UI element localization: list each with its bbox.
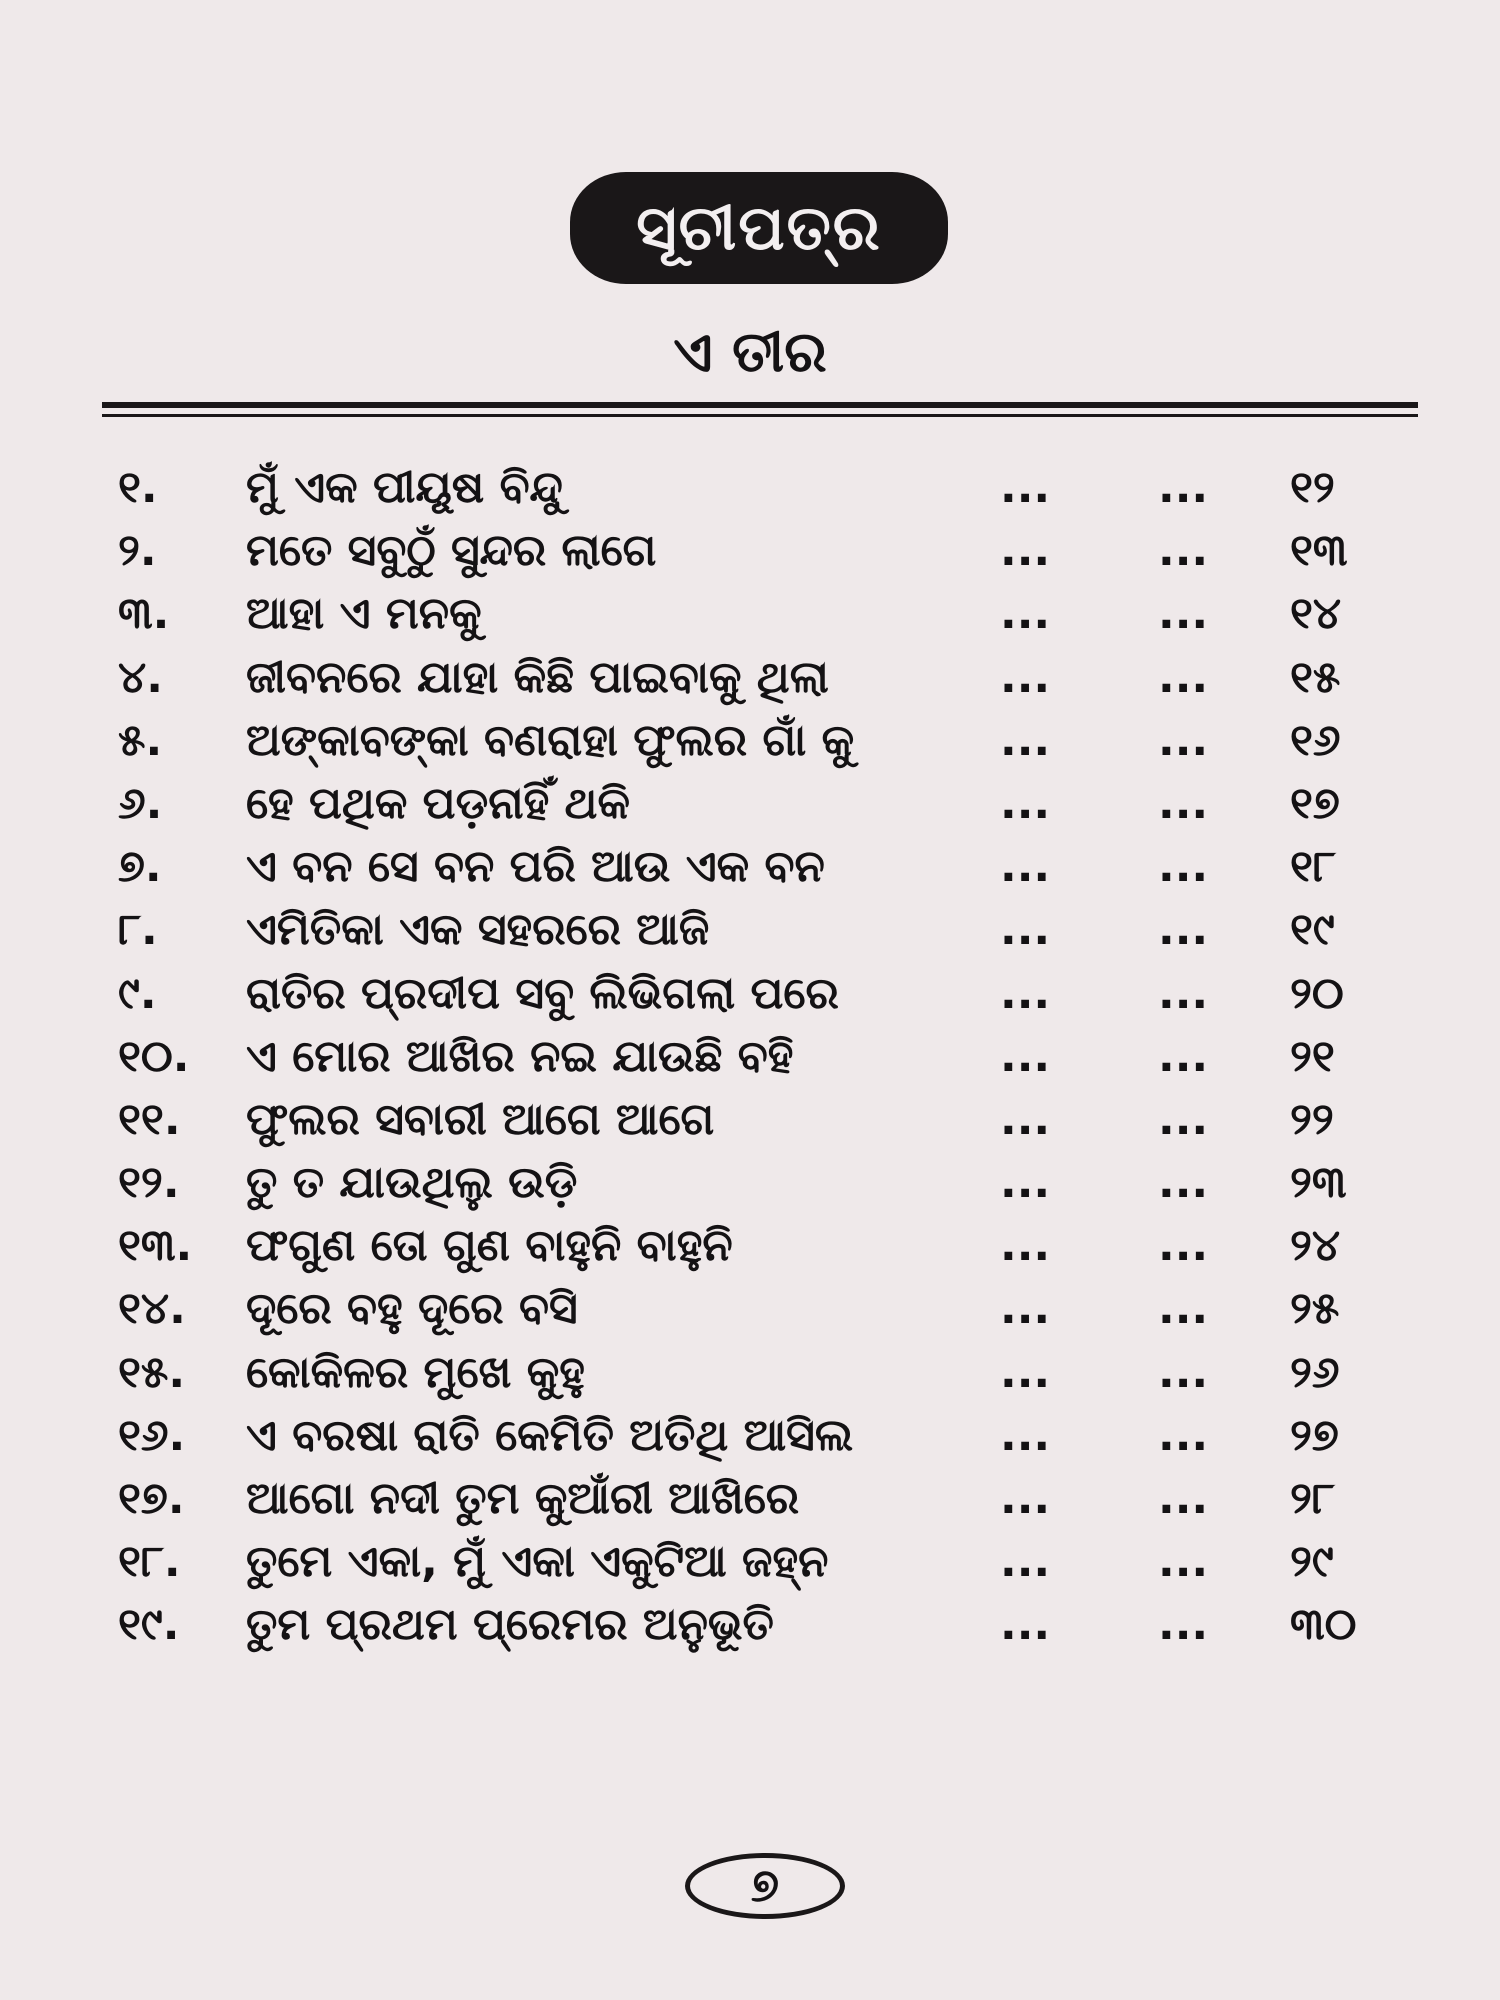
toc-entry (0, 1404, 1500, 1467)
contents-heading-badge (570, 172, 948, 284)
toc-entry (0, 1467, 1500, 1530)
toc-entry-page: ୧୨ (1290, 462, 1335, 513)
toc-entry (0, 1151, 1500, 1214)
toc-entry-number: ୯. (118, 967, 157, 1019)
toc-leader-dots: ... (1158, 1220, 1209, 1272)
toc-entry-page: ୨୬ (1290, 1346, 1340, 1398)
toc-leader-dots: ... (1158, 1157, 1209, 1209)
toc-entry-number: ୫. (118, 714, 163, 766)
toc-leader-dots: ... (1000, 841, 1051, 893)
toc-entry-title: ଦୂରେ ବହୁ ଦୂରେ ବସି (246, 1283, 578, 1335)
toc-entry-page: ୧୮ (1290, 841, 1336, 893)
toc-entry (0, 1025, 1500, 1088)
toc-entry-title: ଏ ବନ ସେ ବନ ପରି ଆଉ ଏକ ବନ (246, 841, 825, 893)
toc-entry-title: ମୁଁ ଏକ ପୀୟୂଷ ବିନ୍ଦୁ (246, 462, 563, 513)
toc-entry-number: ୮. (118, 904, 158, 956)
toc-entry-title: କୋକିଳର ମୁଖେ କୁହୁ (246, 1346, 585, 1398)
toc-entry-number: ୧୪. (118, 1283, 186, 1335)
toc-entry-page: ୨୪ (1290, 1220, 1341, 1272)
toc-entry-title: ଆଗୋ ନଦୀ ତୁମ କୁଆଁରୀ ଆଖିରେ (246, 1473, 800, 1524)
toc-entry-page: ୨୫ (1290, 1283, 1340, 1335)
toc-entry-page: ୨୯ (1290, 1536, 1334, 1588)
toc-entry (0, 962, 1500, 1025)
toc-entry (0, 582, 1500, 645)
toc-leader-dots: ... (1158, 651, 1209, 703)
toc-leader-dots: ... (1158, 1093, 1209, 1145)
toc-entry-number: ୧୨. (118, 1157, 180, 1209)
toc-leader-dots: ... (1000, 1473, 1051, 1524)
page-number-badge (685, 1853, 845, 1919)
toc-entry-page: ୧୩ (1290, 525, 1348, 577)
toc-leader-dots: ... (1000, 462, 1051, 513)
toc-entry (0, 772, 1500, 835)
toc-entry-number: ୭. (118, 841, 162, 893)
toc-entry-number: ୨. (118, 525, 157, 577)
toc-entry-number: ୪. (118, 651, 163, 703)
toc-leader-dots: ... (1158, 904, 1209, 956)
toc-leader-dots: ... (1000, 651, 1051, 703)
toc-entry-title: ହେ ପଥିକ ପଡ଼ନାହିଁ ଥକି (246, 777, 630, 829)
toc-leader-dots: ... (1000, 1409, 1051, 1461)
toc-leader-dots: ... (1000, 1346, 1051, 1398)
page-number: ୭ (750, 1858, 780, 1912)
toc-leader-dots: ... (1000, 588, 1051, 640)
toc-entry-page: ୧୫ (1290, 651, 1341, 703)
toc-entry-number: ୧୧. (118, 1093, 181, 1145)
toc-leader-dots: ... (1000, 1030, 1051, 1082)
toc-entry-title: ଏ ମୋର ଆଖିର ନଇ ଯାଉଛି ବହି (246, 1030, 794, 1082)
toc-entry-number: ୬. (118, 777, 163, 829)
toc-entry-page: ୧୯ (1290, 904, 1335, 956)
toc-leader-dots: ... (1158, 1473, 1209, 1524)
toc-entry-title: ରାତିର ପ୍ରଦୀପ ସବୁ ଲିଭିଗଲା ପରେ (246, 967, 839, 1019)
toc-leader-dots: ... (1158, 777, 1209, 829)
toc-entry-number: ୧୭. (118, 1473, 185, 1524)
contents-heading: ସୂଚୀପତ୍ର (636, 191, 882, 264)
toc-entry (0, 709, 1500, 772)
toc-entry-number: ୧୩. (118, 1220, 193, 1272)
toc-leader-dots: ... (1158, 967, 1209, 1019)
toc-entry (0, 456, 1500, 519)
toc-leader-dots: ... (1158, 841, 1209, 893)
toc-entry-number: ୩. (118, 588, 170, 640)
toc-leader-dots: ... (1000, 1157, 1051, 1209)
toc-entry-page: ୨୮ (1290, 1473, 1335, 1524)
toc-entry-page: ୧୭ (1290, 777, 1340, 829)
toc-entry (0, 835, 1500, 898)
section-title: ଏ ତୀର (673, 320, 827, 385)
toc-entry-title: ଅଙ୍କାବଙ୍କା ବଣରାହା ଫୁଲର ଗାଁ କୁ (246, 714, 855, 766)
toc-entry-number: ୧୬. (118, 1409, 186, 1461)
toc-leader-dots: ... (1158, 1599, 1209, 1651)
toc-leader-dots: ... (1000, 1093, 1051, 1145)
toc-entry-number: ୧୯. (118, 1599, 180, 1651)
toc-entry (0, 646, 1500, 709)
toc-entry-page: ୨୩ (1290, 1157, 1347, 1209)
toc-entry-title: ତୁ ତ ଯାଉଥିଲୁ ଉଡ଼ି (246, 1157, 578, 1209)
toc-entry-title: ଜୀବନରେ ଯାହା କିଛି ପାଇବାକୁ ଥିଲା (246, 651, 829, 703)
toc-entry-page: ୨୭ (1290, 1409, 1339, 1461)
toc-entry-title: ଆହା ଏ ମନକୁ (246, 588, 482, 640)
toc-entry-number: ୧. (118, 462, 158, 513)
toc-leader-dots: ... (1000, 1536, 1051, 1588)
toc-entry-title: ଏ ବରଷା ରାତି କେମିତି ଅତିଥି ଆସିଲ (246, 1409, 854, 1461)
toc-leader-dots: ... (1158, 1030, 1209, 1082)
toc-leader-dots: ... (1000, 967, 1051, 1019)
toc-leader-dots: ... (1158, 714, 1209, 766)
table-of-contents (0, 456, 1500, 1657)
toc-leader-dots: ... (1158, 1409, 1209, 1461)
toc-entry-page: ୩୦ (1290, 1599, 1357, 1651)
toc-leader-dots: ... (1158, 1536, 1209, 1588)
toc-leader-dots: ... (1000, 714, 1051, 766)
toc-entry (0, 1530, 1500, 1593)
toc-entry-page: ୨୨ (1290, 1093, 1334, 1145)
toc-entry (0, 1088, 1500, 1151)
toc-entry-title: ଫଗୁଣ ତୋ ଗୁଣ ବାହୁନି ବାହୁନି (246, 1220, 733, 1272)
toc-leader-dots: ... (1158, 525, 1209, 577)
divider-thin (102, 414, 1418, 417)
toc-leader-dots: ... (1000, 904, 1051, 956)
toc-entry-title: ମତେ ସବୁଠୁଁ ସୁନ୍ଦର ଲାଗେ (246, 525, 657, 577)
toc-entry (0, 519, 1500, 582)
toc-leader-dots: ... (1000, 777, 1051, 829)
toc-entry-page: ୧୬ (1290, 714, 1341, 766)
divider-thick (102, 402, 1418, 408)
toc-entry (0, 1593, 1500, 1656)
toc-entry-page: ୨୧ (1290, 1030, 1335, 1082)
toc-entry (0, 1214, 1500, 1277)
toc-entry (0, 1277, 1500, 1340)
toc-entry (0, 898, 1500, 961)
toc-entry-number: ୧୫. (118, 1346, 186, 1398)
toc-leader-dots: ... (1000, 525, 1051, 577)
toc-entry (0, 1341, 1500, 1404)
toc-leader-dots: ... (1000, 1599, 1051, 1651)
toc-entry-number: ୧୦. (118, 1030, 190, 1082)
toc-entry-title: ତୁମେ ଏକା, ମୁଁ ଏକା ଏକୁଟିଆ ଜହ୍ନ (246, 1536, 829, 1588)
toc-entry-title: ଫୁଲର ସବାରୀ ଆଗେ ଆଗେ (246, 1093, 715, 1145)
toc-leader-dots: ... (1158, 588, 1209, 640)
toc-entry-number: ୧୮. (118, 1536, 181, 1588)
toc-entry-page: ୨୦ (1290, 967, 1344, 1019)
toc-leader-dots: ... (1158, 1346, 1209, 1398)
toc-leader-dots: ... (1000, 1220, 1051, 1272)
toc-leader-dots: ... (1000, 1283, 1051, 1335)
toc-leader-dots: ... (1158, 1283, 1209, 1335)
toc-leader-dots: ... (1158, 462, 1209, 513)
toc-entry-title: ତୁମ ପ୍ରଥମ ପ୍ରେମର ଅନୁଭୂତି (246, 1599, 774, 1651)
toc-entry-page: ୧୪ (1290, 588, 1342, 640)
toc-entry-title: ଏମିତିକା ଏକ ସହରରେ ଆଜି (246, 904, 710, 956)
